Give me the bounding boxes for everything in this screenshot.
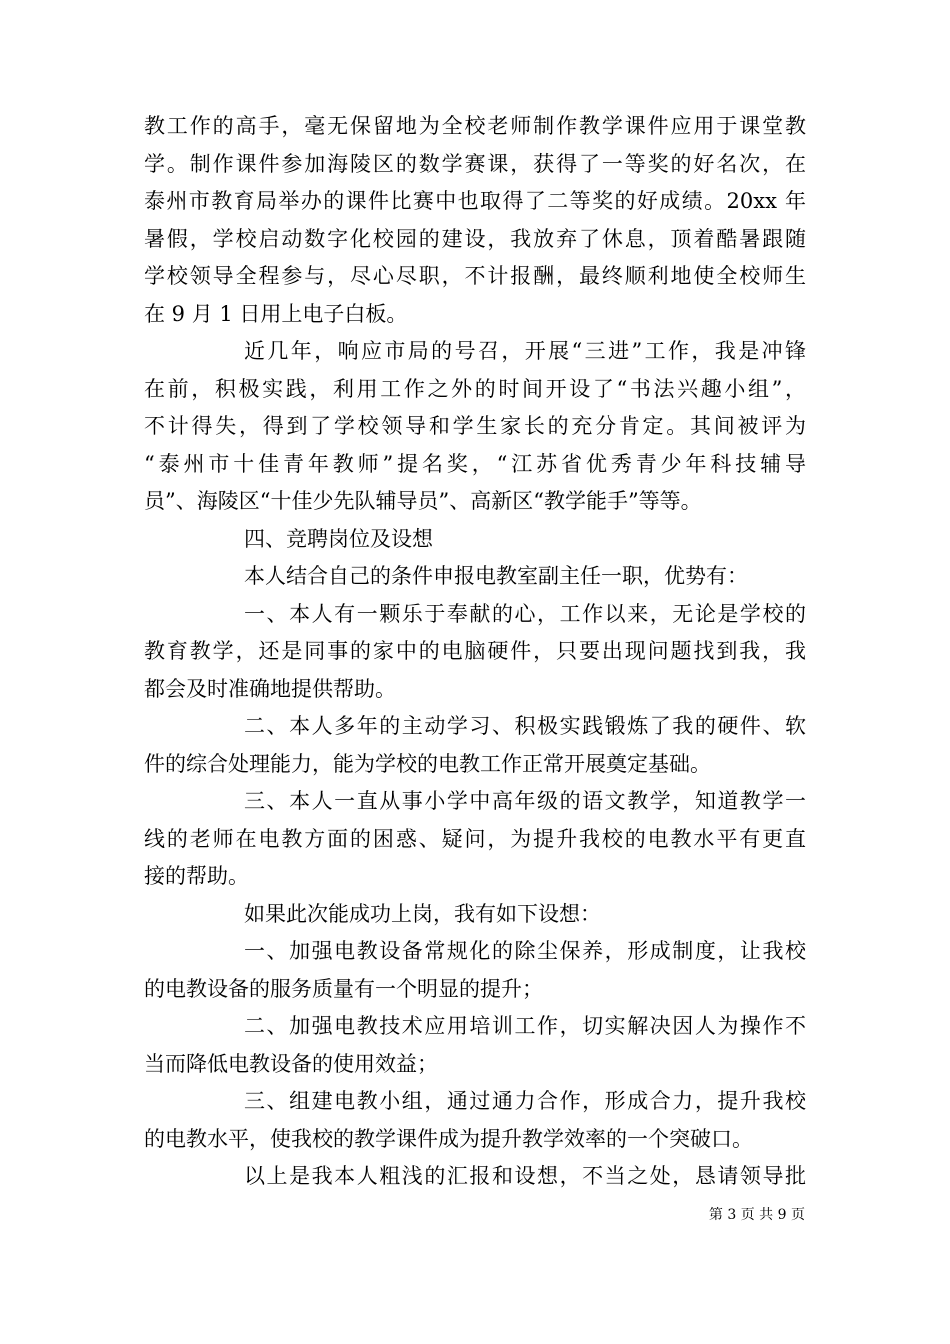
text-line: 件的综合处理能力，能为学校的电教工作正常开展奠定基础。	[144, 751, 711, 776]
section-heading: 四、竞聘岗位及设想	[244, 526, 433, 551]
text-line: 学校领导全程参与，尽心尽职，不计报酬，最终顺利地使全校师生	[144, 264, 806, 288]
text-line: 在 9 月 1 日用上电子白板。	[144, 301, 408, 326]
text-line: 二、加强电教技术应用培训工作，切实解决因人为操作不	[244, 1014, 806, 1038]
text-line: 近几年，响应市局的号召，开展“三进”工作，我是冲锋	[244, 339, 806, 363]
text-line: 学。制作课件参加海陵区的数学赛课，获得了一等奖的好名次，在	[144, 151, 806, 176]
text-line: 本人结合自己的条件申报电教室副主任一职，优势有：	[244, 564, 748, 588]
text-line: 以上是我本人粗浅的汇报和设想，不当之处，恳请领导批	[244, 1164, 806, 1188]
body-text	[144, 108, 806, 1196]
text-line: 三、组建电教小组，通过通力合作，形成合力，提升我校	[244, 1089, 806, 1113]
text-line: 接的帮助。	[144, 864, 249, 888]
text-line: 当而降低电教设备的使用效益；	[144, 1051, 438, 1076]
text-line: 教育教学，还是同事的家中的电脑硬件，只要出现问题找到我，我	[144, 639, 806, 663]
text-line: 的电教设备的服务质量有一个明显的提升；	[144, 976, 543, 1001]
text-line: 在前，积极实践，利用工作之外的时间开设了“书法兴趣小组”，	[144, 376, 806, 401]
text-line: 一、本人有一颗乐于奉献的心，工作以来，无论是学校的	[244, 601, 806, 626]
text-line: 三、本人一直从事小学中高年级的语文教学，知道教学一	[244, 789, 806, 813]
text-line: 的电教水平，使我校的教学课件成为提升教学效率的一个突破口。	[144, 1126, 753, 1151]
text-line: 员”、海陵区“十佳少先队辅导员”、高新区“教学能手”等等。	[144, 489, 702, 513]
text-line: 不计得失，得到了学校领导和学生家长的充分肯定。其间被评为	[144, 414, 806, 438]
text-line: 教工作的高手，毫无保留地为全校老师制作教学课件应用于课堂教	[144, 114, 806, 138]
text-line: “泰州市十佳青年教师”提名奖，“江苏省优秀青少年科技辅导	[144, 451, 806, 476]
text-line: 线的老师在电教方面的困惑、疑问，为提升我校的电教水平有更直	[144, 826, 806, 851]
text-line: 如果此次能成功上岗，我有如下设想：	[244, 901, 601, 926]
text-line: 暑假，学校启动数字化校园的建设，我放弃了休息，顶着酷暑跟随	[144, 226, 806, 251]
text-line: 泰州市教育局举办的课件比赛中也取得了二等奖的好成绩。20xx 年	[144, 189, 806, 213]
text-line: 二、本人多年的主动学习、积极实践锻炼了我的硬件、软	[244, 714, 806, 738]
page-number: 第 3 页 共 9 页	[708, 1207, 805, 1223]
text-line: 都会及时准确地提供帮助。	[144, 676, 396, 701]
text-line: 一、加强电教设备常规化的除尘保养，形成制度，让我校	[244, 939, 806, 963]
